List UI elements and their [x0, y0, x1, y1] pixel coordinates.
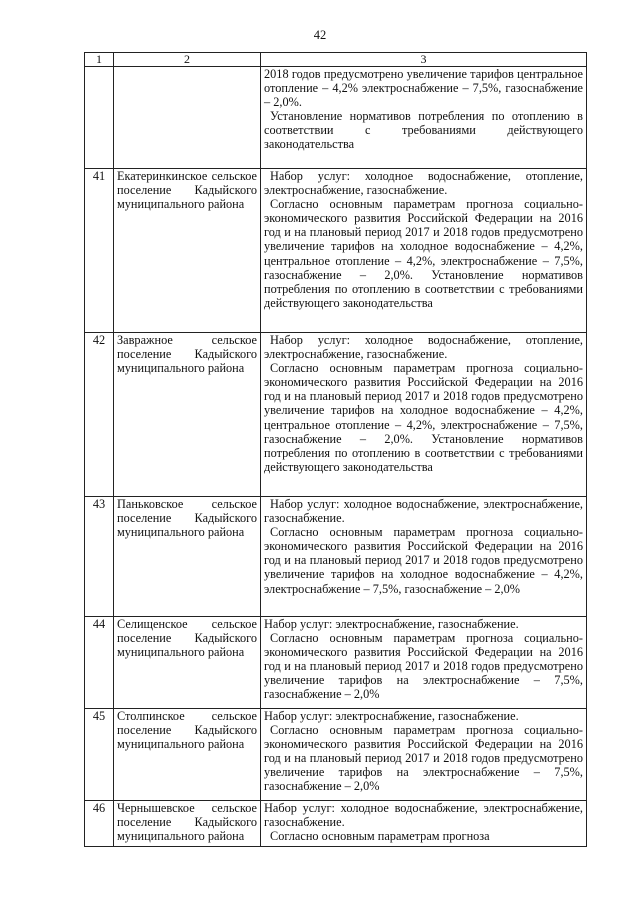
settlement-name: Чернышевское сельское поселение Кадыйского муниципального района: [114, 801, 261, 847]
description-paragraph: Согласно основным параметрам прогноза: [270, 829, 490, 844]
table-row: [85, 333, 587, 497]
row-number: 43: [85, 497, 114, 617]
service-description: [261, 67, 587, 169]
description-paragraph: Набор услуг: электроснабжение, газоснабжение.: [264, 709, 519, 723]
column-header-number: 1: [85, 53, 114, 67]
service-description: [261, 709, 587, 801]
description-paragraph: Согласно основным параметрам прогноза социально-экономического развития Российской Федерации на 2016 год и на плановый период 2017 и 2018 годов предусмотрено увеличение тарифов на холодное водоснабжение – 4,2%, центральное отопление – 4,2%, электроснабжение – 7,5%, газоснабжение – 2,0%. Установление нормативов потребления по отоплению в соответствии с требованиями действующего законодательства: [264, 361, 583, 474]
table-row: [85, 497, 587, 617]
column-header-description: 3: [261, 53, 587, 67]
description-paragraph: Согласно основным параметрам прогноза социально-экономического развития Российской Федерации на 2016 год и на плановый период 2017 и 2018 годов предусмотрено увеличение тарифов на холодное водоснабжение – 4,2%, электроснабжение – 7,5%, газоснабжение – 2,0%: [264, 525, 583, 596]
service-description: [261, 801, 587, 847]
service-description: [261, 169, 587, 333]
description-paragraph: Согласно основным параметрам прогноза социально-экономического развития Российской Федерации на 2016 год и на плановый период 2017 и 2018 годов предусмотрено увеличение тарифов на электроснабжение – 7,5%, газоснабжение – 2,0%: [264, 631, 583, 702]
table-row: [85, 709, 587, 801]
row-number: 41: [85, 169, 114, 333]
settlement-name: Столпинское сельское поселение Кадыйского муниципального района: [114, 709, 261, 801]
row-number: 44: [85, 617, 114, 709]
settlement-name: Паньковское сельское поселение Кадыйского муниципального района: [114, 497, 261, 617]
row-number: [85, 67, 114, 169]
page-number: 42: [313, 28, 327, 42]
table-header-row: [85, 53, 587, 67]
table-row: [85, 169, 587, 333]
description-paragraph: Согласно основным параметрам прогноза социально-экономического развития Российской Федерации на 2016 год и на плановый период 2017 и 2018 годов предусмотрено увеличение тарифов на электроснабжение – 7,5%, газоснабжение – 2,0%: [264, 723, 583, 794]
description-paragraph: Набор услуг: холодное водоснабжение, электроснабжение, газоснабжение.: [264, 497, 583, 526]
column-header-settlement: 2: [114, 53, 261, 67]
description-paragraph: Набор услуг: электроснабжение, газоснабжение.: [264, 617, 519, 631]
settlement-name: Селищенское сельское поселение Кадыйского муниципального района: [114, 617, 261, 709]
service-description: [261, 617, 587, 709]
settlement-name: Екатеринкинское сельское поселение Кадыйского муниципального района: [114, 169, 261, 333]
description-paragraph: Набор услуг: холодное водоснабжение, электроснабжение, газоснабжение.: [264, 801, 583, 830]
description-paragraph: Набор услуг: холодное водоснабжение, отопление, электроснабжение, газоснабжение.: [264, 333, 583, 362]
description-paragraph: Установление нормативов потребления по отоплению в соответствии с требованиями действующего законодательства: [264, 109, 583, 152]
settlement-name: [114, 67, 261, 169]
table-row: [85, 801, 587, 847]
row-number: 45: [85, 709, 114, 801]
row-number: 46: [85, 801, 114, 847]
table-row-continuation: [85, 67, 587, 169]
settlement-name: Завражное сельское поселение Кадыйского муниципального района: [114, 333, 261, 497]
row-number: 42: [85, 333, 114, 497]
service-description: [261, 497, 587, 617]
service-description: [261, 333, 587, 497]
description-paragraph: Согласно основным параметрам прогноза социально-экономического развития Российской Федерации на 2016 год и на плановый период 2017 и 2018 годов предусмотрено увеличение тарифов на холодное водоснабжение – 4,2%, центральное отопление – 4,2%, электроснабжение – 7,5%, газоснабжение – 2,0%. Установление нормативов потребления по отоплению в соответствии с требованиями действующего законодательства: [264, 197, 583, 310]
description-paragraph: Набор услуг: холодное водоснабжение, отопление, электроснабжение, газоснабжение.: [264, 169, 583, 198]
tariff-table: [84, 52, 587, 847]
description-paragraph: 2018 годов предусмотрено увеличение тарифов центральное отопление – 4,2% электроснабжение – 7,5%, газоснабжение – 2,0%.: [264, 67, 583, 110]
table-row: [85, 617, 587, 709]
